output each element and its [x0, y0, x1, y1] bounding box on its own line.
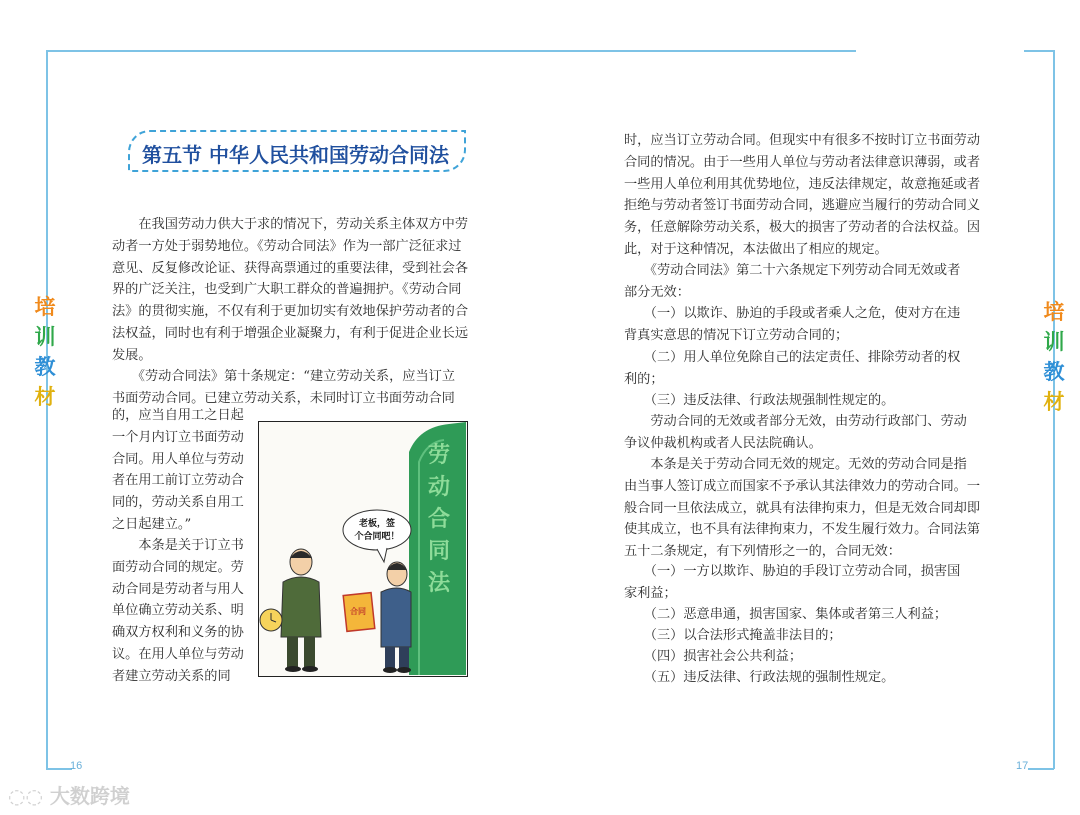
wall-char: 动 — [427, 475, 451, 500]
right-paragraph-5: （三）违反法律、行政法规强制性规定的。 — [624, 393, 895, 408]
speech-bubble-line: 个合同吧！ — [354, 532, 400, 542]
frame-bottom-left — [46, 768, 72, 770]
side-label-right — [1041, 297, 1067, 417]
contract-paper-text: 合同 — [350, 607, 366, 616]
right-paragraph-1: 时，应当订立劳动合同。但现实中有很多不按时订立书面劳动 合同的情况。由于一些用人单位与劳动者法律意识薄弱，或者 一些用人单位利用其优势地位，违反法律规定，故意拖延或者 拒绝与劳动者签订书面劳动合同，逃避应当履行的劳动合同义 务，任意解除劳动关系，极大的损害了劳动者的合法权益。因 此，对于这种情况，本法做出了相应的规定。 — [624, 133, 981, 257]
section-title: 第五节 中华人民共和国劳动合同法 — [142, 143, 449, 167]
right-paragraph-12: （五）违反法律、行政法规的强制性规定。 — [624, 670, 895, 685]
wall-char: 劳 — [427, 443, 451, 468]
page-number-right: 17 — [1016, 760, 1029, 772]
frame-top-left — [46, 50, 856, 52]
right-paragraph-6: 劳动合同的无效或者部分无效，由劳动行政部门、劳动 争议仲裁机构或者人民法院确认。 — [624, 414, 967, 451]
side-label-char: 训 — [34, 325, 56, 349]
right-paragraph-11: （四）损害社会公共利益； — [624, 649, 803, 664]
left-paragraph-3: 的，应当自用工之日起 一个月内订立书面劳动 合同。用人单位与劳动 者在用工前订立劳动合 同的，劳动关系自用工 之日起建立。” — [112, 408, 244, 532]
page-number-left: 16 — [70, 760, 83, 772]
cartoon-svg — [259, 422, 466, 675]
speech-bubble-line: 老板，签 — [358, 519, 396, 529]
cartoon-illustration — [258, 421, 468, 677]
side-label-char: 教 — [1043, 360, 1065, 384]
right-paragraph-7: 本条是关于劳动合同无效的规定。无效的劳动合同是指 由当事人签订成立而国家不予承认其法律效力的劳动合同。一 般合同一旦依法成立，就具有法律拘束力，但是无效合同却即 使其成立，也不具有法律拘束力，不发生履行效力。合同法第 五十二条规定，有下列情形之一的，合同无效： — [624, 457, 981, 560]
left-paragraph-1: 在我国劳动力供大于求的情况下，劳动关系主体双方中劳 动者一方处于弱势地位。《劳动合同法》作为一部广泛征求过 意见、反复修改论证、获得高票通过的重要法律，受到社会各 界的广泛关注，也受到广大职工群众的普遍拥护。《劳动合同 法》的贯彻实施，不仅有利于更加切实有效地保护劳动者的合 法权益，同时也有利于增强企业凝聚力，有利于促进企业长远 发展。 — [112, 217, 469, 363]
frame-top-right — [1024, 50, 1054, 52]
frame-bottom-right — [1028, 768, 1054, 770]
left-paragraph-4: 本条是关于订立书 面劳动合同的规定。劳 动合同是劳动者与用人 单位确立劳动关系、明 确双方权利和义务的协 议。在用人单位与劳动 者建立劳动关系的同 — [112, 538, 244, 684]
side-label-char: 培 — [34, 295, 56, 319]
watermark — [8, 780, 130, 809]
right-paragraph-4: （二）用人单位免除自己的法定责任、排除劳动者的权 利的； — [624, 350, 961, 387]
right-paragraph-9: （二）恶意串通，损害国家、集体或者第三人利益； — [624, 607, 948, 622]
side-label-char: 培 — [1043, 300, 1065, 324]
watermark-text: 大数跨境 — [49, 784, 130, 808]
left-paragraph-2: 《劳动合同法》第十条规定：“建立劳动关系，应当订立 书面劳动合同。已建立劳动关系，未同时订立书面劳动合同 — [112, 369, 456, 406]
side-label-char: 材 — [34, 385, 56, 409]
watermark-logo-icon: ◌◌ — [8, 784, 50, 808]
side-label-char: 训 — [1043, 330, 1065, 354]
side-label-left — [32, 292, 58, 412]
right-paragraph-8: （一）一方以欺诈、胁迫的手段订立劳动合同，损害国 家利益； — [624, 564, 961, 601]
right-paragraph-10: （三）以合法形式掩盖非法目的； — [624, 628, 842, 643]
wall-char: 同 — [427, 539, 451, 564]
wall-char: 法 — [427, 571, 451, 596]
wall-char: 合 — [427, 507, 451, 532]
side-label-char: 教 — [34, 355, 56, 379]
right-paragraph-2: 《劳动合同法》第二十六条规定下列劳动合同无效或者 部分无效： — [624, 263, 961, 300]
right-paragraph-3: （一）以欺诈、胁迫的手段或者乘人之危，使对方在违 背真实意思的情况下订立劳动合同的； — [624, 306, 961, 343]
side-label-char: 材 — [1043, 390, 1065, 414]
